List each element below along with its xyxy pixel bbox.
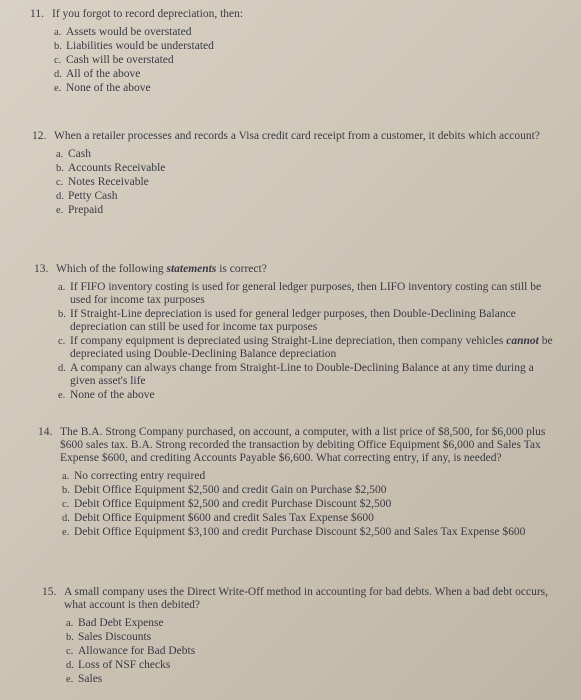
option-a bbox=[58, 281, 558, 307]
option-letter: a. bbox=[54, 27, 62, 38]
option-text: Sales bbox=[78, 673, 103, 685]
option-d bbox=[56, 190, 552, 203]
option-d bbox=[54, 68, 550, 81]
option-d bbox=[62, 512, 558, 525]
option-text: Allowance for Bad Debts bbox=[78, 645, 196, 657]
option-letter: e. bbox=[56, 205, 64, 216]
option-a bbox=[66, 617, 552, 630]
option-text: Assets would be overstated bbox=[66, 26, 192, 38]
question-number: 13. bbox=[34, 263, 49, 275]
option-text: Liabilities would be understated bbox=[66, 40, 214, 52]
question-text: A small company uses the Direct Write-Off method in accounting for bad debts. When a bad debt occurs, what account is then debited? bbox=[64, 586, 548, 611]
option-text: None of the above bbox=[66, 82, 151, 94]
option-c bbox=[58, 335, 558, 361]
option-text: Debit Office Equipment $2,500 and credit Gain on Purchase $2,500 bbox=[74, 484, 387, 496]
option-text: None of the above bbox=[70, 389, 155, 401]
question-text: If you forgot to record depreciation, then: bbox=[52, 8, 244, 20]
option-c bbox=[56, 176, 552, 189]
option-text: A company can always change from Straight-Line to Double-Declining Balance at any time during a given asset's life bbox=[70, 362, 534, 387]
question-11 bbox=[30, 8, 550, 96]
option-letter: e. bbox=[62, 527, 70, 538]
option-letter: d. bbox=[62, 513, 70, 524]
option-b bbox=[62, 484, 558, 497]
option-letter: a. bbox=[58, 282, 66, 293]
question-15 bbox=[42, 586, 552, 687]
option-a bbox=[62, 470, 558, 483]
option-letter: d. bbox=[58, 363, 66, 374]
option-text: Petty Cash bbox=[68, 190, 118, 202]
option-letter: e. bbox=[58, 390, 66, 401]
option-e bbox=[66, 673, 552, 686]
option-d bbox=[58, 362, 558, 388]
question-14 bbox=[38, 426, 558, 540]
option-a bbox=[54, 26, 550, 39]
option-c bbox=[62, 498, 558, 511]
question-number: 11. bbox=[30, 8, 44, 20]
option-letter: d. bbox=[66, 660, 74, 671]
option-letter: e. bbox=[54, 83, 62, 94]
option-b bbox=[56, 162, 552, 175]
option-b bbox=[58, 308, 558, 334]
option-letter: b. bbox=[66, 632, 74, 643]
options-list bbox=[54, 26, 550, 95]
options-list bbox=[62, 470, 558, 539]
option-text: Cash will be overstated bbox=[66, 54, 174, 66]
option-letter: b. bbox=[56, 163, 64, 174]
option-letter: d. bbox=[54, 69, 62, 80]
option-text: Debit Office Equipment $2,500 and credit Purchase Discount $2,500 bbox=[74, 498, 392, 510]
question-text: When a retailer processes and records a Visa credit card receipt from a customer, it debits which account? bbox=[54, 130, 540, 142]
question-text: The B.A. Strong Company purchased, on account, a computer, with a list price of $8,500, for $6,000 plus $600 sales tax. B.A. Strong recorded the transaction by debiting Office Equipment $6,000 and Sales Tax Expense $600, and crediting Accounts Payable $6,600. What correcting entry, if any, is needed? bbox=[60, 426, 546, 464]
option-text: Accounts Receivable bbox=[68, 162, 166, 174]
question-13 bbox=[34, 263, 558, 403]
option-text: Cash bbox=[68, 148, 91, 160]
option-c bbox=[54, 54, 550, 67]
options-list bbox=[66, 617, 552, 686]
option-e bbox=[54, 82, 550, 95]
option-letter: e. bbox=[66, 674, 74, 685]
emphasized-word: cannot bbox=[506, 335, 539, 347]
question-number: 12. bbox=[32, 130, 47, 142]
option-letter: c. bbox=[62, 499, 70, 510]
option-text: If company equipment is depreciated using Straight-Line depreciation, then company vehicles cannot be depreciated using Double-Declining Balance depreciation bbox=[70, 335, 553, 360]
option-text: If Straight-Line depreciation is used for general ledger purposes, then Double-Declining Balance depreciation can still be used for income tax purposes bbox=[70, 308, 516, 333]
options-list bbox=[56, 148, 552, 217]
question-number: 14. bbox=[38, 426, 53, 438]
option-text: Bad Debt Expense bbox=[78, 617, 164, 629]
question-number: 15. bbox=[42, 586, 57, 598]
option-text: Prepaid bbox=[68, 204, 104, 216]
option-text: Loss of NSF checks bbox=[78, 659, 171, 671]
option-letter: a. bbox=[66, 618, 74, 629]
option-d bbox=[66, 659, 552, 672]
option-text: No correcting entry required bbox=[74, 470, 206, 482]
option-c bbox=[66, 645, 552, 658]
option-a bbox=[56, 148, 552, 161]
option-text: Sales Discounts bbox=[78, 631, 152, 643]
option-e bbox=[62, 526, 558, 539]
question-12 bbox=[32, 130, 552, 218]
option-letter: c. bbox=[58, 336, 66, 347]
option-letter: a. bbox=[62, 471, 70, 482]
option-letter: b. bbox=[62, 485, 70, 496]
options-list bbox=[58, 281, 558, 402]
option-e bbox=[56, 204, 552, 217]
emphasized-word: statements bbox=[166, 263, 217, 275]
option-b bbox=[66, 631, 552, 644]
option-letter: c. bbox=[54, 55, 62, 66]
option-text: All of the above bbox=[66, 68, 141, 80]
option-letter: b. bbox=[54, 41, 62, 52]
option-text: Debit Office Equipment $600 and credit Sales Tax Expense $600 bbox=[74, 512, 374, 524]
option-text: Notes Receivable bbox=[68, 176, 149, 188]
option-e bbox=[58, 389, 558, 402]
option-letter: b. bbox=[58, 309, 66, 320]
option-letter: a. bbox=[56, 149, 64, 160]
option-letter: c. bbox=[66, 646, 74, 657]
option-text: Debit Office Equipment $3,100 and credit Purchase Discount $2,500 and Sales Tax Expense $600 bbox=[74, 526, 526, 538]
option-b bbox=[54, 40, 550, 53]
option-letter: c. bbox=[56, 177, 64, 188]
option-letter: d. bbox=[56, 191, 64, 202]
question-text: Which of the following statements is correct? bbox=[56, 263, 267, 275]
option-text: If FIFO inventory costing is used for general ledger purposes, then LIFO inventory costing can still be used for income tax purposes bbox=[70, 281, 542, 306]
